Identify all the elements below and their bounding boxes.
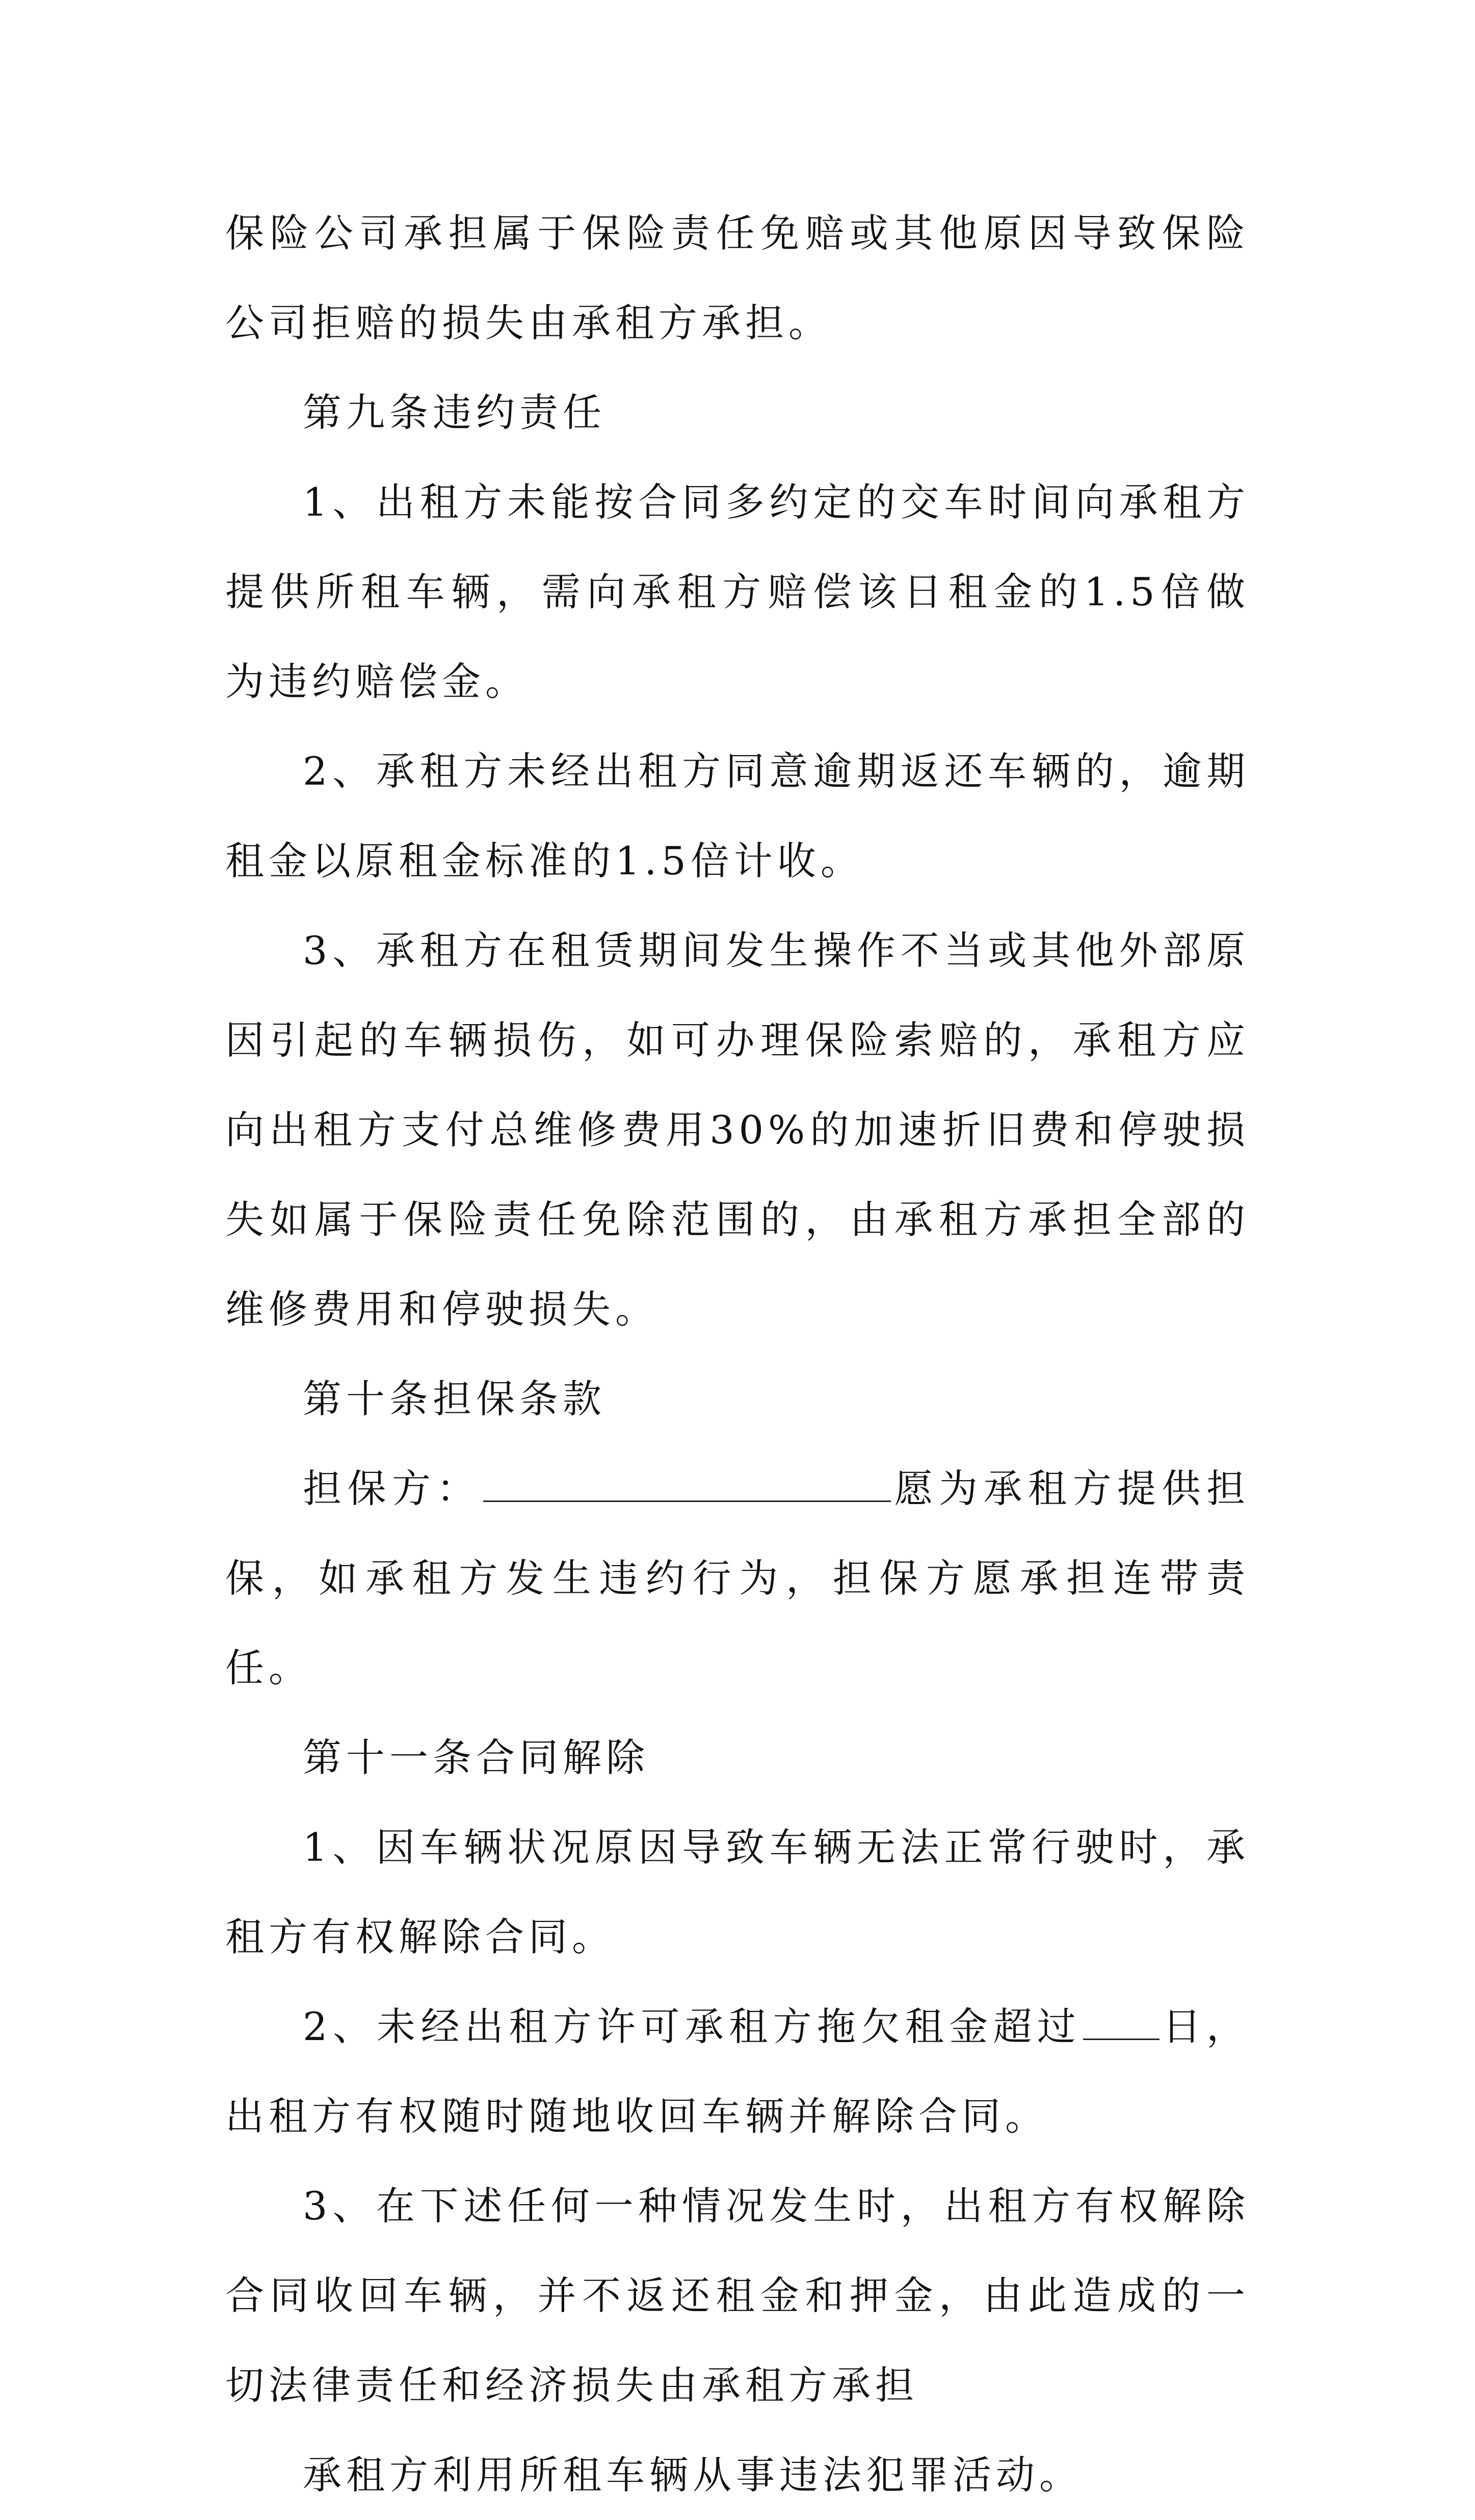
article-9-heading: 第九条违约责任 — [303, 390, 606, 435]
article-11-item-2-before: 2、未经出租方许可承租方拖欠租金超过 — [303, 2004, 1082, 2049]
article-11-item-1: 1、因车辆状况原因导致车辆无法正常行驶时，承租方有权解除合同。 — [225, 1825, 1250, 1960]
paragraph-insurance-liability: 保险公司承担属于保险责任免赔或其他原因导致保险公司拒赔的损失由承租方承担。 — [225, 210, 1250, 345]
article-11-item-2-after: 日，出租方有权随时随地收回车辆并解除合同。 — [225, 2004, 1250, 2139]
article-9-item-3: 3、承租方在租赁期间发生操作不当或其他外部原因引起的车辆损伤，如可办理保险索赔的，承租方应向出租方支付总维修费用30%的加速折旧费和停驶损失如属于保险责任免除范围的，由承租方承担全部的维修费用和停驶损失。 — [225, 928, 1250, 1332]
article-11-item-2 — [225, 1982, 1250, 2161]
contract-text — [225, 189, 1250, 2520]
overdue-days-blank-line — [1083, 2005, 1160, 2040]
article-10-heading: 第十条担保条款 — [303, 1376, 606, 1422]
guarantor-blank-line — [483, 1467, 891, 1502]
guarantor-text: 愿为承租方提供担保，如承租方发生违约行为，担保方愿承担连带责任。 — [225, 1466, 1250, 1691]
article-11-item-3-sub: 承租方利用所租车辆从事违法犯罪活动。 — [303, 2452, 1083, 2498]
guarantor-label: 担保方： — [303, 1466, 481, 1511]
guarantor-clause — [225, 1444, 1250, 1713]
article-9-item-2: 2、承租方未经出租方同意逾期返还车辆的，逾期租金以原租金标准的1.5倍计收。 — [225, 748, 1250, 883]
article-11-heading: 第十一条合同解除 — [303, 1735, 649, 1780]
article-11-item-3: 3、在下述任何一种情况发生时，出租方有权解除合同收回车辆，并不返还租金和押金，由此造成的一切法律责任和经济损失由承租方承担 — [225, 2183, 1250, 2408]
article-9-item-1: 1、出租方未能按合同多约定的交车时间向承租方提供所租车辆，需向承租方赔偿该日租金的1.5倍做为违约赔偿金。 — [225, 479, 1250, 704]
